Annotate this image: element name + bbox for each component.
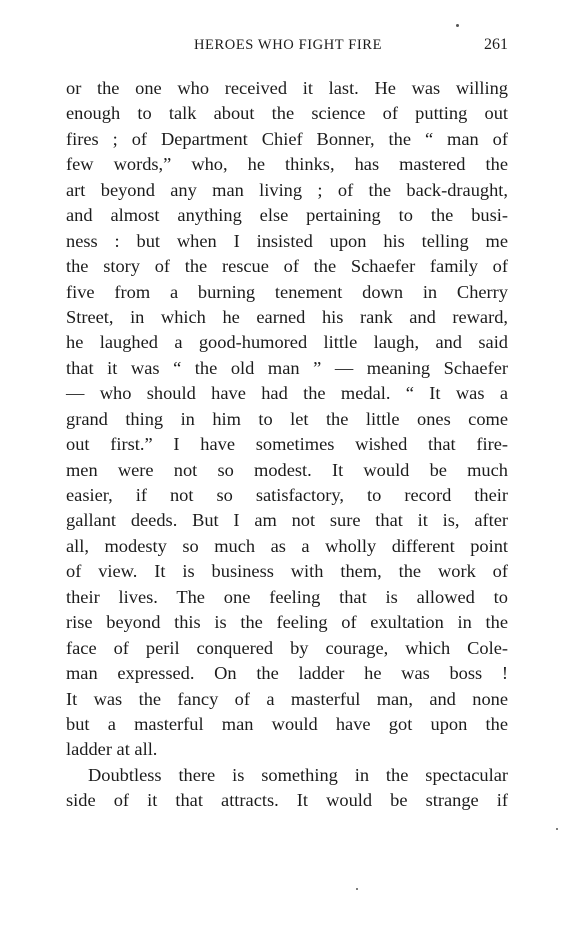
text-line: It was the fancy of a masterful man, and none xyxy=(66,688,508,709)
page-number: 261 xyxy=(484,36,508,53)
text-line: fires ; of Department Chief Bonner, the “ man of xyxy=(66,128,508,149)
body-text xyxy=(66,76,508,814)
text-line: few words,” who, he thinks, has mastered the xyxy=(66,154,508,175)
text-line: or the one who received it last. He was willing xyxy=(66,78,508,98)
text-line: that it was “ the old man ” — meaning Schaefer xyxy=(66,357,508,378)
text-line: gallant deeds. But I am not sure that it is, after xyxy=(66,510,508,531)
text-line: easier, if not so satisfactory, to record their xyxy=(66,485,508,505)
text-line: ness : but when I insisted upon his telling me xyxy=(66,230,508,251)
text-line: all, modesty so much as a wholly different point xyxy=(66,535,508,556)
text-line: out first.” I have sometimes wished that fire- xyxy=(66,434,508,455)
text-line: man expressed. On the ladder he was boss ! xyxy=(66,663,508,684)
text-line: but a masterful man would have got upon the xyxy=(66,713,508,734)
paragraph-start-line: Doubtless there is something in the spectacular xyxy=(88,764,508,785)
text-line: Street, in which he earned his rank and reward, xyxy=(66,306,508,327)
text-line: of view. It is business with them, the work of xyxy=(66,561,508,582)
text-line: art beyond any man living ; of the back-draught, xyxy=(66,179,508,200)
text-line: men were not so modest. It would be much xyxy=(66,459,508,480)
text-line: face of peril conquered by courage, which Cole- xyxy=(66,637,508,658)
text-line: rise beyond this is the feeling of exultation in the xyxy=(66,612,508,633)
text-line: their lives. The one feeling that is allowed to xyxy=(66,586,508,607)
ink-speck xyxy=(456,24,459,27)
ink-speck xyxy=(356,888,358,890)
running-title: HEROES WHO FIGHT FIRE xyxy=(193,37,383,53)
text-line: and almost anything else pertaining to the busi- xyxy=(66,205,508,226)
text-line: — who should have had the medal. “ It was a xyxy=(66,383,508,404)
ink-speck xyxy=(556,828,558,830)
text-line: the story of the rescue of the Schaefer family of xyxy=(66,256,508,277)
text-line: he laughed a good-humored little laugh, and said xyxy=(66,332,508,353)
paragraph-end-line: ladder at all. xyxy=(66,739,158,760)
text-line: side of it that attracts. It would be strange if xyxy=(66,790,508,811)
text-line: enough to talk about the science of putting out xyxy=(66,103,508,124)
text-line: five from a burning tenement down in Cherry xyxy=(66,281,508,302)
text-line: grand thing in him to let the little ones come xyxy=(66,408,508,429)
running-header xyxy=(66,36,510,56)
